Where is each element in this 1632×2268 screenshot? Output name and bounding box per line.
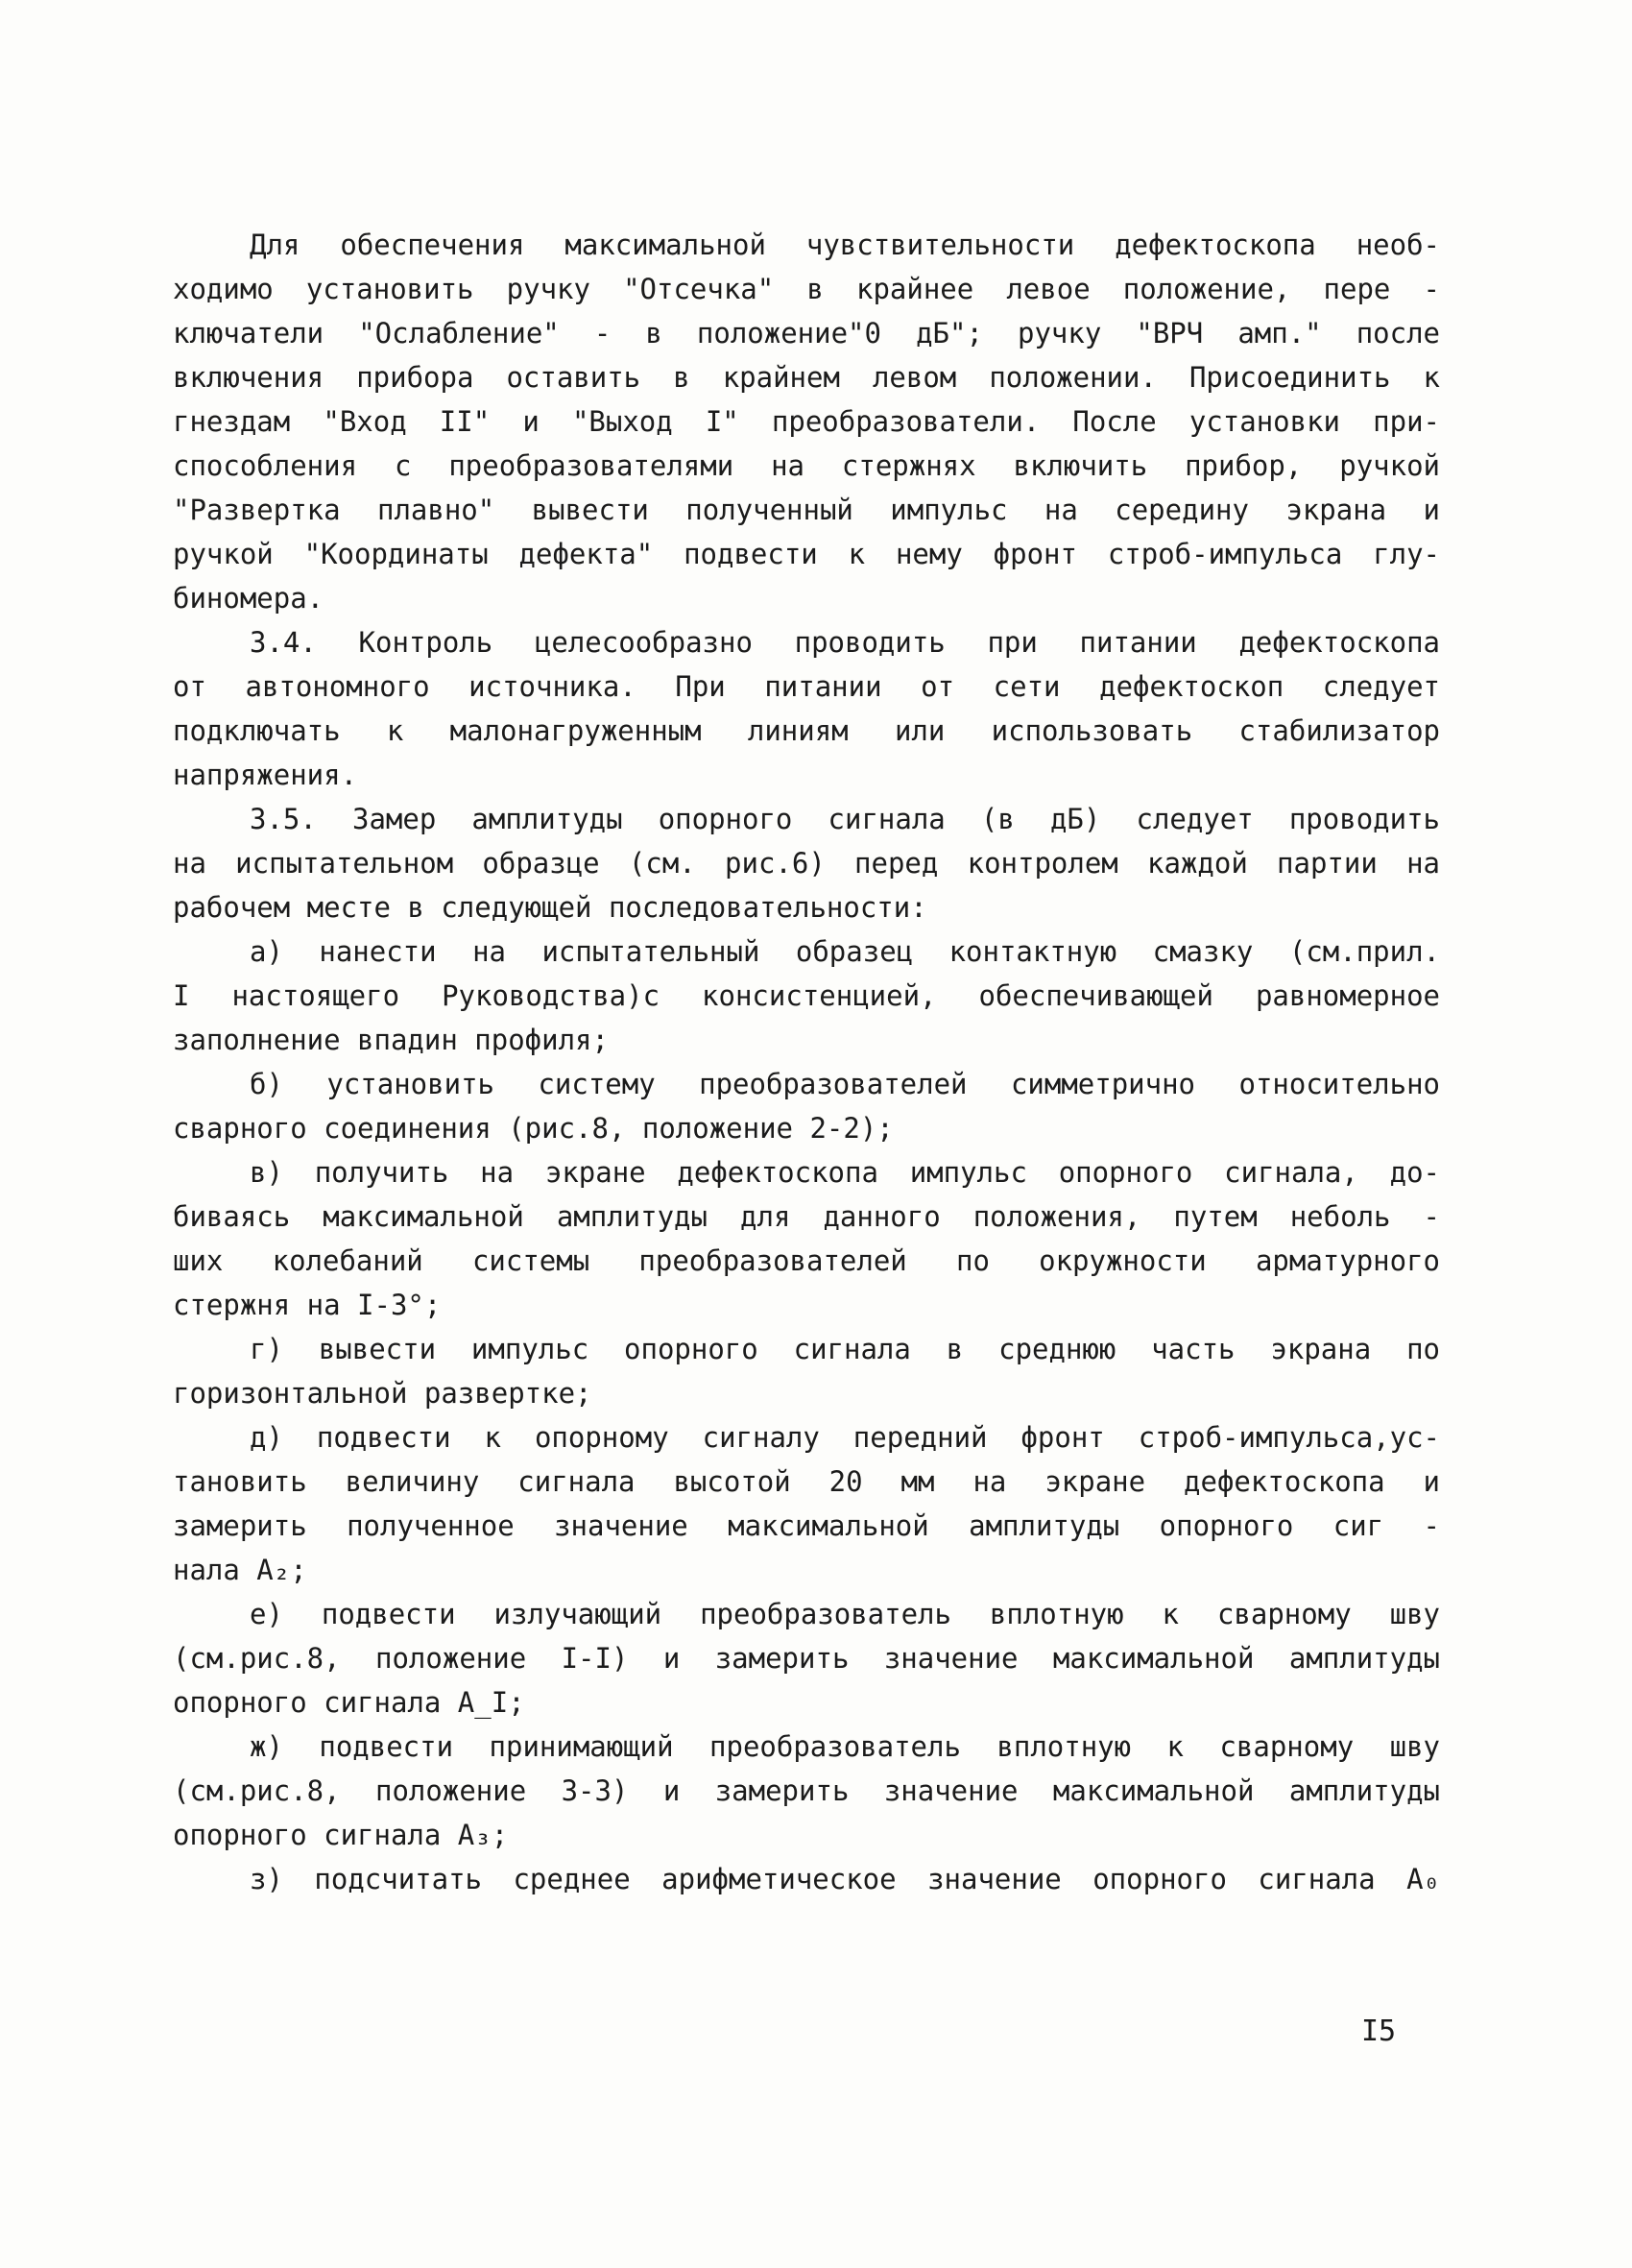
text-line: г) вывести импульс опорного сигнала в среднюю часть экрана по <box>250 1333 1440 1365</box>
text-line: заполнение впадин профиля; <box>173 1024 609 1056</box>
text-line: ших колебаний системы преобразователей по окружности арматурного <box>173 1244 1440 1277</box>
text-line: рабочем месте в следующей последовательности: <box>173 891 927 924</box>
text-line: з) подсчитать среднее арифметическое значение опорного сигнала A₀ <box>250 1863 1440 1895</box>
text-line: опорного сигнала A₃; <box>173 1819 509 1851</box>
text-line: Для обеспечения максимальной чувствительности дефектоскопа необ- <box>250 229 1440 261</box>
body-text <box>173 223 1440 1901</box>
text-line: стержня на I-3°; <box>173 1289 442 1321</box>
text-line: е) подвести излучающий преобразователь вплотную к сварному шву <box>250 1598 1440 1630</box>
text-line: I настоящего Руководства)с консистенцией, обеспечивающей равномерное <box>173 979 1440 1012</box>
text-line: биваясь максимальной амплитуды для данного положения, путем неболь - <box>173 1200 1440 1233</box>
text-line: замерить полученное значение максимальной амплитуды опорного сиг - <box>173 1509 1440 1542</box>
text-line: горизонтальной развертке; <box>173 1377 592 1410</box>
text-line: ходимо установить ручку "Отсечка" в крайнее левое положение, пере - <box>173 273 1440 305</box>
text-line: напряжения. <box>173 759 358 791</box>
text-line: д) подвести к опорному сигналу передний фронт строб-импульса,ус- <box>250 1421 1440 1454</box>
text-line: в) получить на экране дефектоскопа импульс опорного сигнала, до- <box>250 1156 1440 1189</box>
text-line: опорного сигнала A_I; <box>173 1686 525 1719</box>
text-line: гнездам "Вход II" и "Выход I" преобразователи. После установки при- <box>173 405 1440 438</box>
text-line: а) нанести на испытательный образец контактную смазку (см.прил. <box>250 935 1440 968</box>
text-line: включения прибора оставить в крайнем левом положении. Присоединить к <box>173 361 1440 394</box>
text-line: подключать к малонагруженным линиям или использовать стабилизатор <box>173 714 1440 747</box>
text-line: биномера. <box>173 582 324 615</box>
text-line: на испытательном образце (см. рис.6) перед контролем каждой партии на <box>173 847 1440 880</box>
text-line: 3.4. Контроль целесообразно проводить при питании дефектоскопа <box>250 626 1440 659</box>
text-line: (см.рис.8, положение 3-3) и замерить значение максимальной амплитуды <box>173 1774 1440 1807</box>
text-line: 3.5. Замер амплитуды опорного сигнала (в дБ) следует проводить <box>250 803 1440 835</box>
text-line: б) установить систему преобразователей симметрично относительно <box>250 1068 1440 1100</box>
text-line: нала A₂; <box>173 1554 307 1586</box>
text-line: способления с преобразователями на стержнях включить прибор, ручкой <box>173 449 1440 482</box>
text-line: ключатели "Ослабление" - в положение"0 дБ"; ручку "ВРЧ амп." после <box>173 317 1440 350</box>
text-line: сварного соединения (рис.8, положение 2-2); <box>173 1112 894 1145</box>
text-line: (см.рис.8, положение I-I) и замерить значение максимальной амплитуды <box>173 1642 1440 1675</box>
text-line: ж) подвести принимающий преобразователь вплотную к сварному шву <box>250 1730 1440 1763</box>
text-line: тановить величину сигнала высотой 20 мм на экране дефектоскопа и <box>173 1465 1440 1498</box>
page-number: I5 <box>1361 2015 1397 2048</box>
text-line: "Развертка плавно" вывести полученный импульс на середину экрана и <box>173 494 1440 526</box>
text-line: от автономного источника. При питании от сети дефектоскоп следует <box>173 670 1440 703</box>
text-line: ручкой "Координаты дефекта" подвести к нему фронт строб-импульса глу- <box>173 538 1440 570</box>
